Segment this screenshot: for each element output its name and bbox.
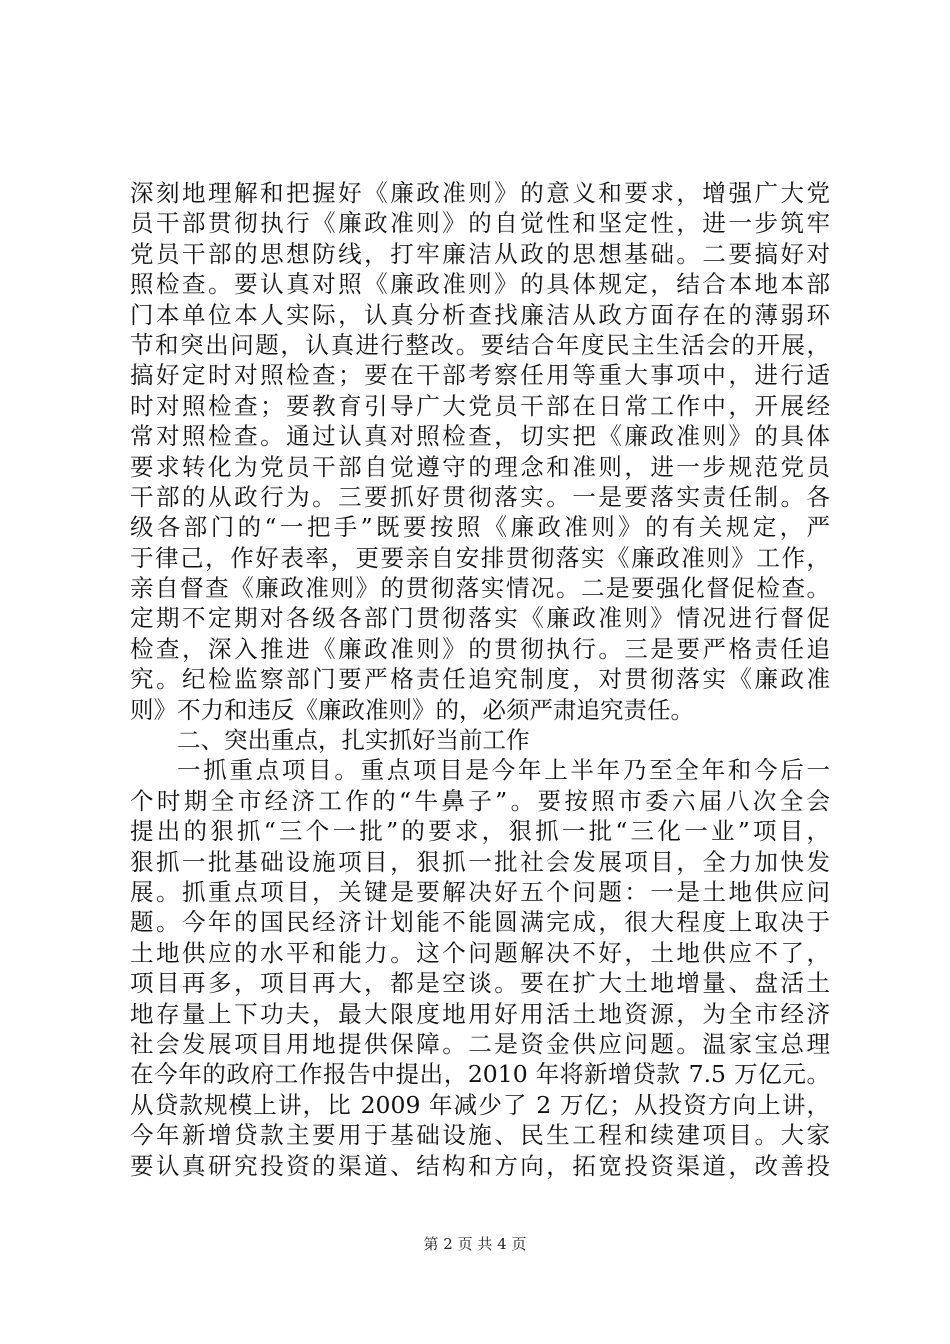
text-line: 干部的从政行为。三要抓好贯彻落实。一是要落实责任制。各: [130, 482, 830, 511]
text-line: 在今年的政府工作报告中提出，2010 年将新增贷款 7.5 万亿元。: [130, 1060, 830, 1089]
text-line: 提出的狠抓“三个一批”的要求，狠抓一批“三化一业”项目，: [130, 817, 830, 846]
text-line: 亲自督查《廉政准则》的贯彻落实情况。二是要强化督促检查。: [130, 574, 830, 603]
body-text: [130, 178, 830, 1181]
text-line: 照检查。要认真对照《廉政准则》的具体规定，结合本地本部: [130, 270, 830, 299]
text-line: 项目再多，项目再大，都是空谈。要在扩大土地增量、盘活土: [130, 969, 830, 998]
text-line: 则》不力和违反《廉政准则》的，必须严肃追究责任。: [130, 695, 694, 724]
text-line: 于律己，作好表率，更要亲自安排贯彻落实《廉政准则》工作，: [130, 543, 830, 572]
text-line: 展。抓重点项目，关键是要解决好五个问题：一是土地供应问: [130, 877, 830, 906]
text-line: 门本单位本人实际，认真分析查找廉洁从政方面存在的薄弱环: [130, 300, 830, 329]
text-line: 题。今年的国民经济计划能不能圆满完成，很大程度上取决于: [130, 908, 830, 937]
text-line: 从贷款规模上讲，比 2009 年减少了 2 万亿；从投资方向上讲，: [130, 1090, 830, 1119]
text-line: 一抓重点项目。重点项目是今年上半年乃至全年和今后一: [177, 756, 830, 785]
text-line: 个时期全市经济工作的“牛鼻子”。要按照市委六届八次全会: [130, 786, 830, 815]
text-line: 究。纪检监察部门要严格责任追究制度，对贯彻落实《廉政准: [130, 665, 830, 694]
text-line: 要认真研究投资的渠道、结构和方向，拓宽投资渠道，改善投: [130, 1151, 830, 1180]
text-line: 搞好定时对照检查；要在干部考察任用等重大事项中，进行适: [130, 361, 830, 390]
text-line: 深刻地理解和把握好《廉政准则》的意义和要求，增强广大党: [130, 179, 830, 207]
text-line: 节和突出问题，认真进行整改。要结合年度民主生活会的开展，: [130, 330, 830, 359]
text-line: 土地供应的水平和能力。这个问题解决不好，土地供应不了，: [130, 938, 830, 967]
text-line: 狠抓一批基础设施项目，狠抓一批社会发展项目，全力加快发: [130, 847, 830, 876]
text-line: 员干部贯彻执行《廉政准则》的自觉性和坚定性，进一步筑牢: [130, 209, 830, 238]
text-line: 级各部门的“一把手”既要按照《廉政准则》的有关规定，严: [130, 513, 830, 542]
text-line: 党员干部的思想防线，打牢廉洁从政的思想基础。二要搞好对: [130, 239, 830, 268]
text-line: 要求转化为党员干部自觉遵守的理念和准则，进一步规范党员: [130, 452, 830, 481]
text-line: 常对照检查。通过认真对照检查，切实把《廉政准则》的具体: [130, 422, 830, 451]
text-line: 地存量上下功夫，最大限度地用好用活土地资源，为全市经济: [130, 999, 830, 1028]
text-line: 时对照检查；要教育引导广大党员干部在日常工作中，开展经: [130, 391, 830, 420]
text-line: 社会发展项目用地提供保障。二是资金供应问题。温家宝总理: [130, 1029, 830, 1058]
text-line: 今年新增贷款主要用于基础设施、民生工程和续建项目。大家: [130, 1121, 830, 1150]
text-line: 定期不定期对各级各部门贯彻落实《廉政准则》情况进行督促: [130, 604, 830, 633]
page-footer: 第 2 页 共 4 页: [423, 1235, 527, 1253]
section-heading: 二、突出重点，扎实抓好当前工作: [177, 726, 530, 755]
text-line: 检查，深入推进《廉政准则》的贯彻执行。三是要严格责任追: [130, 634, 830, 663]
